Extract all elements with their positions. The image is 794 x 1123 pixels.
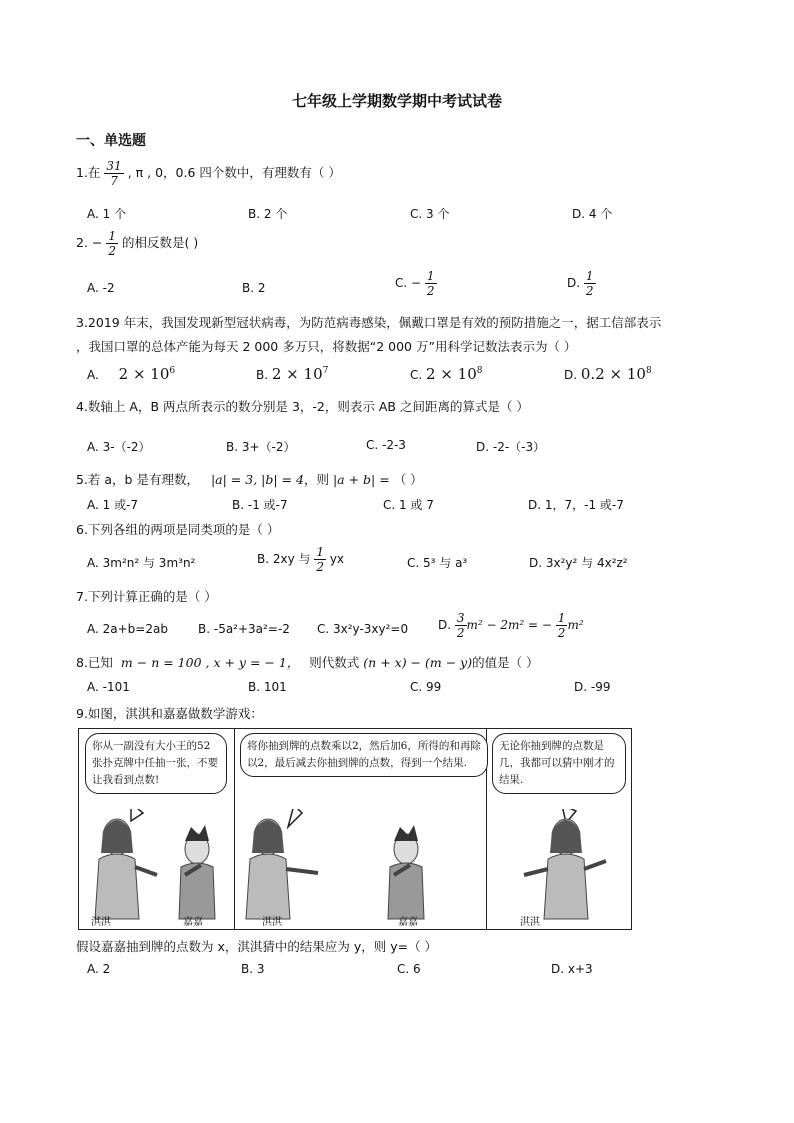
q3-option-d[interactable]	[564, 365, 652, 383]
q6-option-c[interactable]: C. 5³ 与 a³	[407, 556, 468, 570]
q7-d-numerator-2: 1	[557, 611, 566, 625]
q8-option-c[interactable]: C. 99	[410, 680, 442, 694]
question-4: 4.数轴上 A，B 两点所表示的数分别是 3，-2，则表示 AB 之间距离的算式是（ ）	[76, 399, 529, 414]
character-name: 淇淇	[262, 917, 282, 928]
comic-panel-2	[234, 729, 487, 929]
question-8	[76, 653, 539, 671]
q1-option-a[interactable]: A. 1 个	[87, 207, 127, 221]
q3-c-value	[426, 365, 482, 383]
q5-option-c[interactable]: C. 1 或 7	[383, 498, 434, 512]
q2-d-denominator: 2	[585, 284, 594, 298]
q5-option-a[interactable]: A. 1 或-7	[87, 498, 139, 512]
q8-expression: (n + x) − (m − y)	[363, 655, 473, 670]
q6-b-fraction	[314, 546, 326, 573]
q5-mid: ，则	[303, 472, 329, 487]
q3-option-b[interactable]	[256, 365, 328, 383]
q4-option-b[interactable]: B. 3+（-2）	[226, 440, 296, 454]
q7-d-tail: m²	[567, 618, 584, 632]
q8-lead: 8.已知	[76, 655, 113, 670]
q2-option-d[interactable]	[567, 270, 596, 297]
q3-a-exp: 6	[169, 366, 176, 376]
q6-b-label: B. 2xy 与	[257, 552, 311, 566]
q7-option-a[interactable]: A. 2a+b=2ab	[87, 622, 168, 636]
q2-option-b[interactable]: B. 2	[242, 281, 266, 295]
q2-rest: 的相反数是( )	[121, 235, 199, 250]
q5-rest: （ ）	[393, 472, 423, 487]
question-1	[76, 160, 341, 187]
q3-d-value	[581, 365, 652, 383]
q7-d-denominator-1: 2	[456, 626, 465, 640]
q8-option-d[interactable]: D. -99	[574, 680, 611, 694]
q3-d-exp: 8	[645, 366, 652, 376]
comic-figures-3	[510, 809, 620, 924]
question-7: 7.下列计算正确的是（ ）	[76, 589, 217, 604]
q5-lead: 5.若 a，b 是有理数，	[76, 472, 199, 487]
q2-option-d-label: D.	[567, 276, 581, 290]
q2-d-numerator: 1	[585, 269, 594, 283]
question-2	[76, 230, 198, 257]
question-9-prompt: 假设嘉嘉抽到牌的点数为 x，淇淇猜中的结果应为 y，则 y=（ ）	[76, 939, 438, 954]
question-5	[76, 470, 423, 488]
q6-b-denominator: 2	[316, 560, 324, 574]
section-heading: 一、单选题	[76, 133, 146, 149]
q3-b-exp: 7	[322, 366, 329, 376]
q7-option-b[interactable]: B. -5a²+3a²=-2	[198, 622, 290, 636]
q7-d-label: D.	[438, 618, 452, 632]
q3-c-exp: 8	[476, 366, 483, 376]
q8-option-b[interactable]: B. 101	[248, 680, 287, 694]
question-6: 6.下列各组的两项是同类项的是（ ）	[76, 522, 280, 537]
q7-d-denominator-2: 2	[557, 626, 566, 640]
q3-c-label: C.	[410, 368, 423, 382]
q8-condition: m − n = 100 , x + y = − 1，	[120, 655, 300, 670]
character-name: 淇淇	[520, 917, 540, 928]
q9-option-d[interactable]: D. x+3	[551, 962, 593, 976]
q5-option-d[interactable]: D. 1，7，-1 或-7	[528, 498, 624, 512]
speech-bubble-1: 你从一副没有大小王的52张扑克牌中任抽一张，不要让我看到点数!	[85, 733, 227, 794]
q3-option-a[interactable]	[87, 365, 175, 383]
q3-a-label: A.	[87, 368, 99, 382]
speech-bubble-3: 无论你抽到牌的点数是几，我都可以猜中刚才的结果.	[492, 733, 626, 794]
question-9: 9.如图，淇淇和嘉嘉做数学游戏：	[76, 706, 263, 721]
q9-option-b[interactable]: B. 3	[241, 962, 265, 976]
character-name: 淇淇	[91, 917, 111, 928]
q2-option-c-label: C. −	[395, 276, 422, 290]
q1-frac-numerator: 31	[106, 159, 122, 173]
q7-option-c[interactable]: C. 3x²y-3xy²=0	[317, 622, 409, 636]
comic-panel-1	[79, 729, 235, 929]
q2-option-d-fraction	[584, 270, 596, 297]
q2-fraction	[106, 230, 118, 257]
q8-rest: 的值是（ ）	[472, 655, 539, 670]
q7-d-fraction-1	[455, 612, 467, 639]
q2-option-a[interactable]: A. -2	[87, 281, 115, 295]
q7-option-d[interactable]	[438, 612, 584, 639]
q4-option-a[interactable]: A. 3-（-2）	[87, 440, 151, 454]
q3-d-base: 0.2 × 10	[580, 365, 646, 383]
q8-option-a[interactable]: A. -101	[87, 680, 130, 694]
q5-option-b[interactable]: B. -1 或-7	[232, 498, 288, 512]
q8-mid: 则代数式	[309, 655, 360, 670]
speech-bubble-2: 将你抽到牌的点数乘以2，然后加6，所得的和再除以2，最后减去你抽到牌的点数，得到一个结果.	[240, 733, 488, 777]
q4-option-d[interactable]: D. -2-（-3）	[476, 440, 546, 454]
q7-d-fraction-2	[556, 612, 568, 639]
character-name: 嘉嘉	[398, 917, 418, 928]
q1-option-c[interactable]: C. 3 个	[410, 207, 450, 221]
q1-rest: , π , 0，0.6 四个数中，有理数有（ ）	[127, 165, 341, 180]
q1-option-d[interactable]: D. 4 个	[572, 207, 613, 221]
comic-figures-1	[87, 809, 227, 924]
q6-option-d[interactable]: D. 3x²y² 与 4x²z²	[529, 556, 628, 570]
q1-lead: 1.在	[76, 165, 101, 180]
q2-lead: 2. −	[76, 235, 103, 250]
q3-b-label: B.	[256, 368, 269, 382]
q6-option-b[interactable]	[257, 546, 344, 573]
q6-option-a[interactable]: A. 3m²n² 与 3m³n²	[87, 556, 196, 570]
q7-d-middle: m² − 2m² = −	[466, 618, 552, 632]
q2-option-c-fraction	[425, 270, 437, 297]
q3-b-base: 2 × 10	[271, 365, 323, 383]
q1-option-b[interactable]: B. 2 个	[248, 207, 288, 221]
comic-figures-2	[238, 809, 478, 924]
q1-frac-denominator: 7	[110, 174, 118, 188]
comic-panel-3	[486, 729, 631, 929]
q9-option-a[interactable]: A. 2	[87, 962, 111, 976]
q5-condition: |a| = 3, |b| = 4	[210, 472, 304, 487]
q3-b-value	[272, 365, 328, 383]
q6-b-numerator: 1	[316, 545, 324, 559]
q2-frac-denominator: 2	[108, 244, 116, 258]
page-title: 七年级上学期数学期中考试试卷	[291, 92, 502, 110]
q3-c-base: 2 × 10	[426, 365, 477, 383]
q3-option-c[interactable]	[410, 365, 483, 383]
q3-a-base: 2 × 10	[118, 365, 170, 383]
q4-option-c[interactable]: C. -2-3	[366, 438, 406, 452]
q1-fraction	[104, 160, 123, 187]
q2-frac-numerator: 1	[108, 229, 116, 243]
q3-d-label: D.	[564, 368, 578, 382]
comic-strip	[78, 728, 632, 930]
q3-a-value	[119, 365, 175, 383]
q2-c-numerator: 1	[426, 269, 435, 283]
question-3-line-1: 3.2019 年末，我国发现新型冠状病毒，为防范病毒感染，佩戴口罩是有效的预防措施之一，据工信部表示	[76, 315, 662, 330]
q6-b-tail: yx	[329, 552, 345, 566]
q9-option-c[interactable]: C. 6	[397, 962, 421, 976]
character-name: 嘉嘉	[183, 917, 203, 928]
q2-c-denominator: 2	[426, 284, 435, 298]
q7-d-numerator-1: 3	[456, 611, 465, 625]
q2-option-c[interactable]	[395, 270, 437, 297]
question-3-line-2: ，我国口罩的总体产能为每天 2 000 多万只，将数据“2 000 万”用科学记数法表示为（ ）	[76, 339, 577, 354]
q5-expression: |a + b| =	[332, 472, 390, 487]
